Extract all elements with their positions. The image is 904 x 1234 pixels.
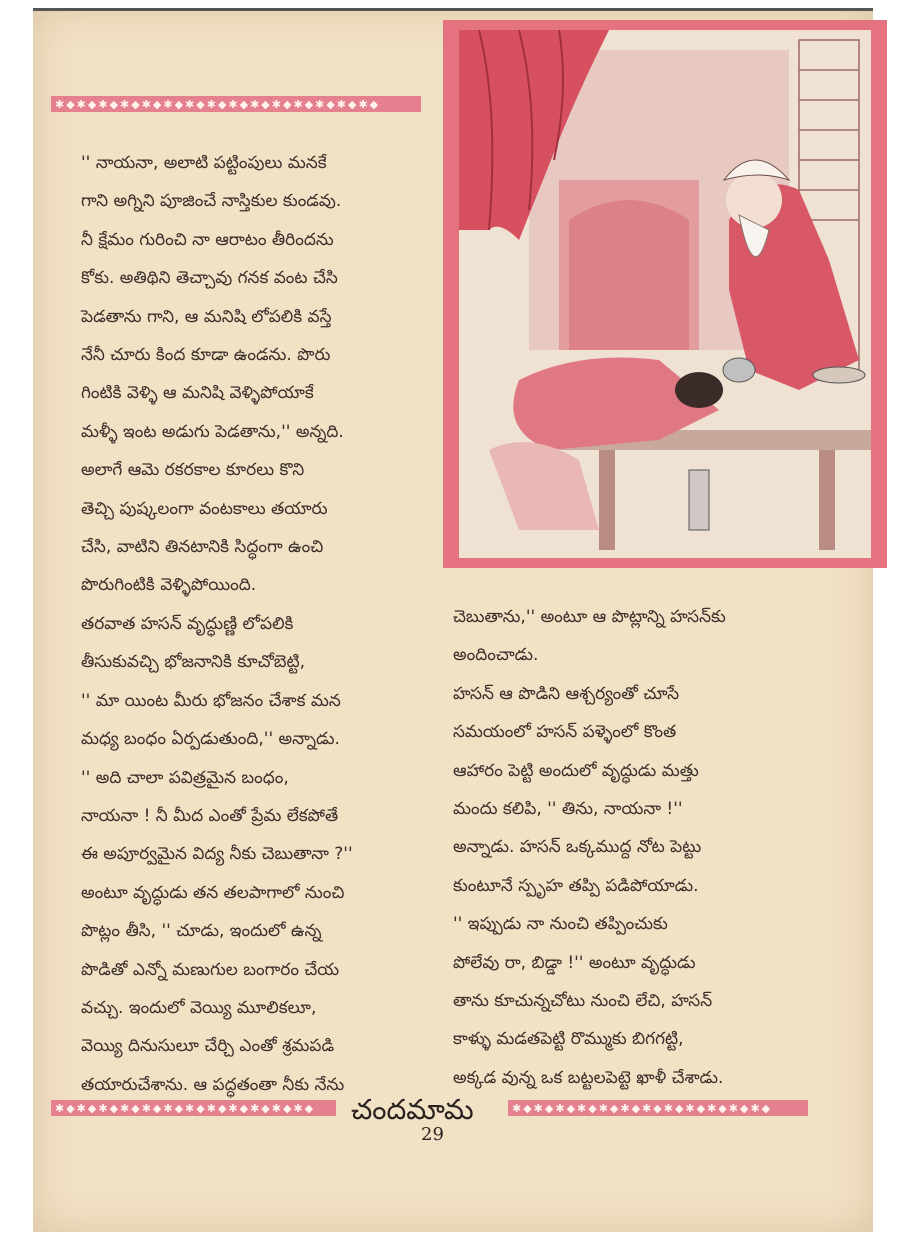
text-line: హసన్ ఆ పొడిని ఆశ్చర్యంతో చూసే <box>453 683 680 704</box>
decorative-border-top: ✱◆✱◆✱◆✱◆✱◆✱◆✱◆✱◆✱◆✱◆✱◆✱◆✱◆✱◆✱◆ <box>51 96 421 112</box>
text-line: తయారుచేశాను. ఆ పద్ధతంతా నీకు నేను <box>81 1074 345 1095</box>
text-line: '' నాయనా, అలాటి పట్టింపులు మనకే <box>81 153 327 173</box>
text-line: మందు కలిపి, '' తిను, నాయనా !'' <box>453 799 683 820</box>
text-line: తీసుకువచ్చి భోజనానికి కూచోబెట్టి, <box>81 652 306 673</box>
text-line: పెడతాను గాని, ఆ మనిషి లోపలికి వస్తే <box>81 306 332 327</box>
text-line: మధ్య బంధం ఏర్పడుతుంది,'' అన్నాడు. <box>81 729 340 750</box>
text-line: కుంటూనే స్పృహ తప్పి పడిపోయాడు. <box>453 875 699 896</box>
right-text-column <box>453 598 726 1097</box>
text-line: కాళ్ళు మడతపెట్టి రొమ్ముకు బిగగట్టి, <box>453 1029 684 1050</box>
top-edge-line <box>33 8 873 11</box>
text-line: తాను కూచున్నచోటు నుంచి లేచి, హసన్ <box>453 991 713 1012</box>
text-line: వచ్చు. ఇందులో వెయ్యి మూలికలూ, <box>81 997 317 1018</box>
text-line: అంటూ వృద్ధుడు తన తలపాగాలో నుంచి <box>81 882 345 903</box>
text-line: పోలేవు రా, బిడ్డా !'' అంటూ వృద్ధుడు <box>453 952 696 973</box>
text-line: చెబుతాను,'' అంటూ ఆ పొట్లాన్ని హసన్‌కు <box>453 607 726 627</box>
text-line: గింటికి వెళ్ళి ఆ మనిషి వెళ్ళిపోయాకే <box>81 383 314 404</box>
text-line: చేసి, వాటిని తినటానికి సిద్ధంగా ఉంచి <box>81 537 324 558</box>
text-line: '' మా యింట మీరు భోజనం చేశాక మన <box>81 690 341 711</box>
text-line: కోకు. అతిథిని తెచ్చావు గనక వంట చేసి <box>81 268 338 289</box>
story-illustration <box>443 20 887 568</box>
magazine-page <box>33 8 873 1232</box>
text-line: తెచ్చి పుష్కలంగా వంటకాలు తయారు <box>81 498 328 519</box>
text-line: గాని అగ్నిని పూజించే నాస్తికుల కుండవు. <box>81 191 342 212</box>
text-line: అందించాడు. <box>453 645 539 666</box>
text-line: అక్కడ వున్న ఒక బట్టలపెట్టె ఖాళీ చేశాడు. <box>453 1067 724 1088</box>
text-line: ఈ అపూర్వమైన విద్య నీకు చెబుతానా ?'' <box>81 844 353 865</box>
text-line: అలాగే ఆమె రకరకాల కూరలు కొని <box>81 460 305 481</box>
text-line: పొట్లం తీసి, '' చూడు, ఇందులో ఉన్న <box>81 921 322 942</box>
left-text-column <box>81 144 353 1104</box>
decorative-border-footer-left: ✱◆✱◆✱◆✱◆✱◆✱◆✱◆✱◆✱◆✱◆✱◆✱◆ <box>51 1100 336 1116</box>
magazine-title: చందమామ <box>351 1093 474 1126</box>
text-line: సమయంలో హసన్ పళ్ళెంలో కొంత <box>453 722 677 743</box>
text-line: '' అది చాలా పవిత్రమైన బంధం, <box>81 767 289 788</box>
text-line: నేనీ చూరు కింద కూడా ఉండను. పొరు <box>81 345 331 366</box>
text-line: తరవాత హసన్ వృద్ధుణ్ణి లోపలికి <box>81 613 294 634</box>
text-line: నీ క్షేమం గురించి నా ఆరాటం తీరిందను <box>81 229 334 250</box>
illustration-artwork <box>459 30 871 558</box>
page-number: 29 <box>421 1124 444 1145</box>
text-line: వెయ్యి దినుసులూ చేర్చి ఎంతో శ్రమపడి <box>81 1036 335 1057</box>
text-line: మళ్ళీ ఇంట అడుగు పెడతాను,'' అన్నది. <box>81 421 344 442</box>
text-line: పొడితో ఎన్నో మణుగుల బంగారం చేయ <box>81 959 340 980</box>
text-line: '' ఇప్పుడు నా నుంచి తప్పించుకు <box>453 914 668 935</box>
text-line: పొరుగింటికి వెళ్ళిపోయింది. <box>81 575 257 596</box>
text-line: అన్నాడు. హసన్ ఒక్కముద్ద నోట పెట్టు <box>453 837 702 858</box>
text-line: నాయనా ! నీ మీద ఎంతో ప్రేమ లేకపోతే <box>81 805 339 826</box>
decorative-border-footer-right: ✱◆✱◆✱◆✱◆✱◆✱◆✱◆✱◆✱◆✱◆✱◆✱◆ <box>508 1100 808 1116</box>
text-line: ఆహారం పెట్టి అందులో వృద్ధుడు మత్తు <box>453 760 699 781</box>
